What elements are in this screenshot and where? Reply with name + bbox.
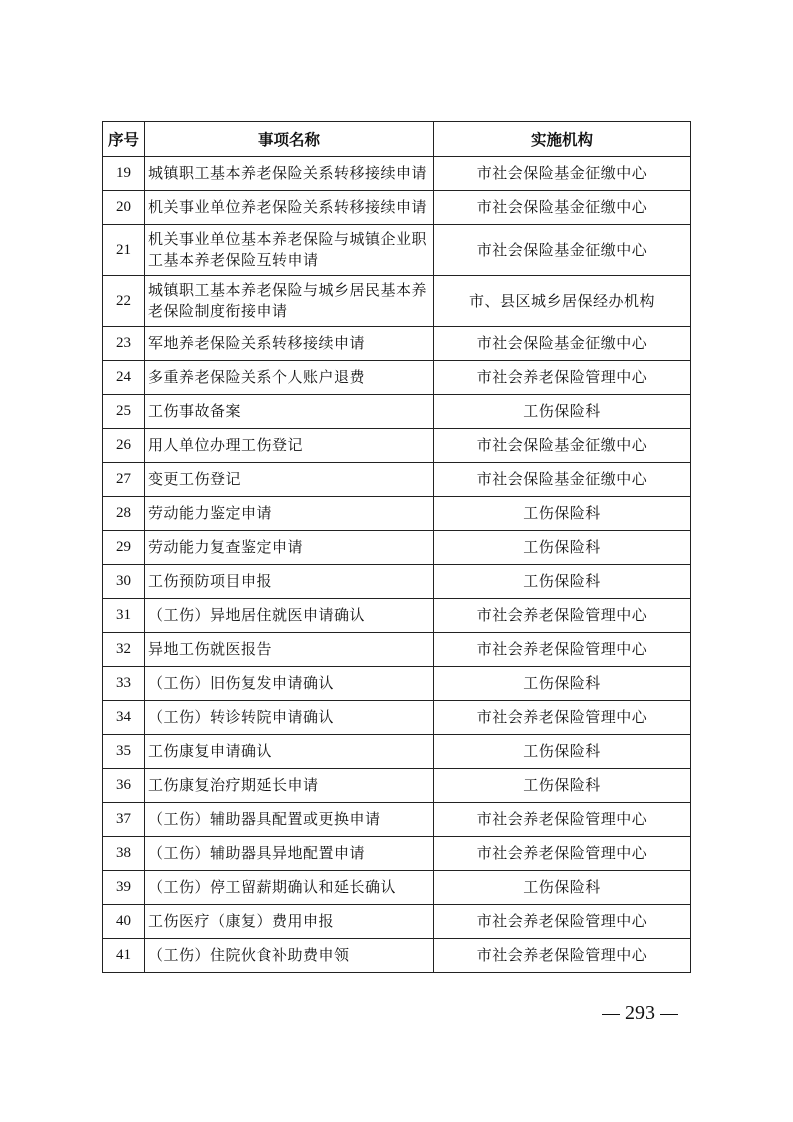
row-agency: 工伤保险科	[434, 565, 691, 599]
row-agency: 市社会养老保险管理中心	[434, 837, 691, 871]
row-item-name: （工伤）住院伙食补助费申领	[145, 939, 434, 973]
row-agency: 市社会养老保险管理中心	[434, 599, 691, 633]
row-number: 25	[103, 395, 145, 429]
items-table	[102, 121, 691, 973]
row-number: 21	[103, 225, 145, 276]
row-item-name: 变更工伤登记	[145, 463, 434, 497]
row-item-name: 工伤医疗（康复）费用申报	[145, 905, 434, 939]
row-item-name: 异地工伤就医报告	[145, 633, 434, 667]
row-agency: 市社会养老保险管理中心	[434, 361, 691, 395]
row-item-name: 机关事业单位基本养老保险与城镇企业职工基本养老保险互转申请	[145, 225, 434, 276]
row-number: 40	[103, 905, 145, 939]
row-agency: 市社会保险基金征缴中心	[434, 191, 691, 225]
row-number: 34	[103, 701, 145, 735]
page-number-left-dash	[602, 1014, 620, 1015]
header-item-name: 事项名称	[145, 122, 434, 157]
row-item-name: （工伤）停工留薪期确认和延长确认	[145, 871, 434, 905]
row-number: 36	[103, 769, 145, 803]
table-row	[103, 395, 691, 429]
header-implementing-agency: 实施机构	[434, 122, 691, 157]
table-row	[103, 599, 691, 633]
table-row	[103, 191, 691, 225]
table-row	[103, 701, 691, 735]
table-row	[103, 497, 691, 531]
row-item-name: （工伤）异地居住就医申请确认	[145, 599, 434, 633]
row-number: 39	[103, 871, 145, 905]
row-item-name: 劳动能力复查鉴定申请	[145, 531, 434, 565]
row-number: 27	[103, 463, 145, 497]
row-number: 31	[103, 599, 145, 633]
table-row	[103, 769, 691, 803]
table-row	[103, 327, 691, 361]
row-number: 33	[103, 667, 145, 701]
table-row	[103, 565, 691, 599]
table-row	[103, 361, 691, 395]
row-agency: 市社会保险基金征缴中心	[434, 463, 691, 497]
page-number-right-dash	[660, 1014, 678, 1015]
row-item-name: 工伤预防项目申报	[145, 565, 434, 599]
table-row	[103, 225, 691, 276]
row-number: 22	[103, 276, 145, 327]
row-agency: 市社会保险基金征缴中心	[434, 327, 691, 361]
table-row	[103, 837, 691, 871]
row-agency: 工伤保险科	[434, 871, 691, 905]
row-number: 37	[103, 803, 145, 837]
table-row	[103, 803, 691, 837]
row-agency: 市社会养老保险管理中心	[434, 905, 691, 939]
row-item-name: （工伤）辅助器具配置或更换申请	[145, 803, 434, 837]
row-number: 24	[103, 361, 145, 395]
row-agency: 工伤保险科	[434, 531, 691, 565]
row-agency: 市社会保险基金征缴中心	[434, 429, 691, 463]
row-item-name: 用人单位办理工伤登记	[145, 429, 434, 463]
table-row	[103, 735, 691, 769]
row-number: 35	[103, 735, 145, 769]
row-number: 38	[103, 837, 145, 871]
row-agency: 市社会养老保险管理中心	[434, 939, 691, 973]
row-number: 20	[103, 191, 145, 225]
table-row	[103, 667, 691, 701]
row-item-name: 工伤康复治疗期延长申请	[145, 769, 434, 803]
table-header-row	[103, 122, 691, 157]
row-item-name: （工伤）转诊转院申请确认	[145, 701, 434, 735]
row-agency: 市社会保险基金征缴中心	[434, 157, 691, 191]
row-item-name: （工伤）旧伤复发申请确认	[145, 667, 434, 701]
table-row	[103, 871, 691, 905]
row-number: 19	[103, 157, 145, 191]
row-agency: 市社会养老保险管理中心	[434, 701, 691, 735]
row-number: 32	[103, 633, 145, 667]
row-item-name: 工伤事故备案	[145, 395, 434, 429]
row-number: 29	[103, 531, 145, 565]
table-row	[103, 939, 691, 973]
table-row	[103, 531, 691, 565]
row-agency: 工伤保险科	[434, 395, 691, 429]
row-number: 30	[103, 565, 145, 599]
table-row	[103, 157, 691, 191]
row-number: 28	[103, 497, 145, 531]
row-number: 23	[103, 327, 145, 361]
row-item-name: 工伤康复申请确认	[145, 735, 434, 769]
row-item-name: 劳动能力鉴定申请	[145, 497, 434, 531]
row-agency: 市社会保险基金征缴中心	[434, 225, 691, 276]
page-number-footer	[585, 1002, 695, 1025]
row-item-name: 城镇职工基本养老保险与城乡居民基本养老保险制度衔接申请	[145, 276, 434, 327]
row-agency: 工伤保险科	[434, 497, 691, 531]
table-row	[103, 429, 691, 463]
row-agency: 工伤保险科	[434, 667, 691, 701]
row-item-name: 城镇职工基本养老保险关系转移接续申请	[145, 157, 434, 191]
row-item-name: 多重养老保险关系个人账户退费	[145, 361, 434, 395]
row-agency: 市社会养老保险管理中心	[434, 803, 691, 837]
table-row	[103, 905, 691, 939]
header-serial-number: 序号	[103, 122, 145, 157]
row-agency: 市社会养老保险管理中心	[434, 633, 691, 667]
row-agency: 市、县区城乡居保经办机构	[434, 276, 691, 327]
row-item-name: 军地养老保险关系转移接续申请	[145, 327, 434, 361]
table-row	[103, 633, 691, 667]
page-number: 293	[625, 1002, 655, 1024]
row-agency: 工伤保险科	[434, 735, 691, 769]
table-row	[103, 276, 691, 327]
row-item-name: 机关事业单位养老保险关系转移接续申请	[145, 191, 434, 225]
row-item-name: （工伤）辅助器具异地配置申请	[145, 837, 434, 871]
table-row	[103, 463, 691, 497]
row-number: 41	[103, 939, 145, 973]
row-agency: 工伤保险科	[434, 769, 691, 803]
row-number: 26	[103, 429, 145, 463]
